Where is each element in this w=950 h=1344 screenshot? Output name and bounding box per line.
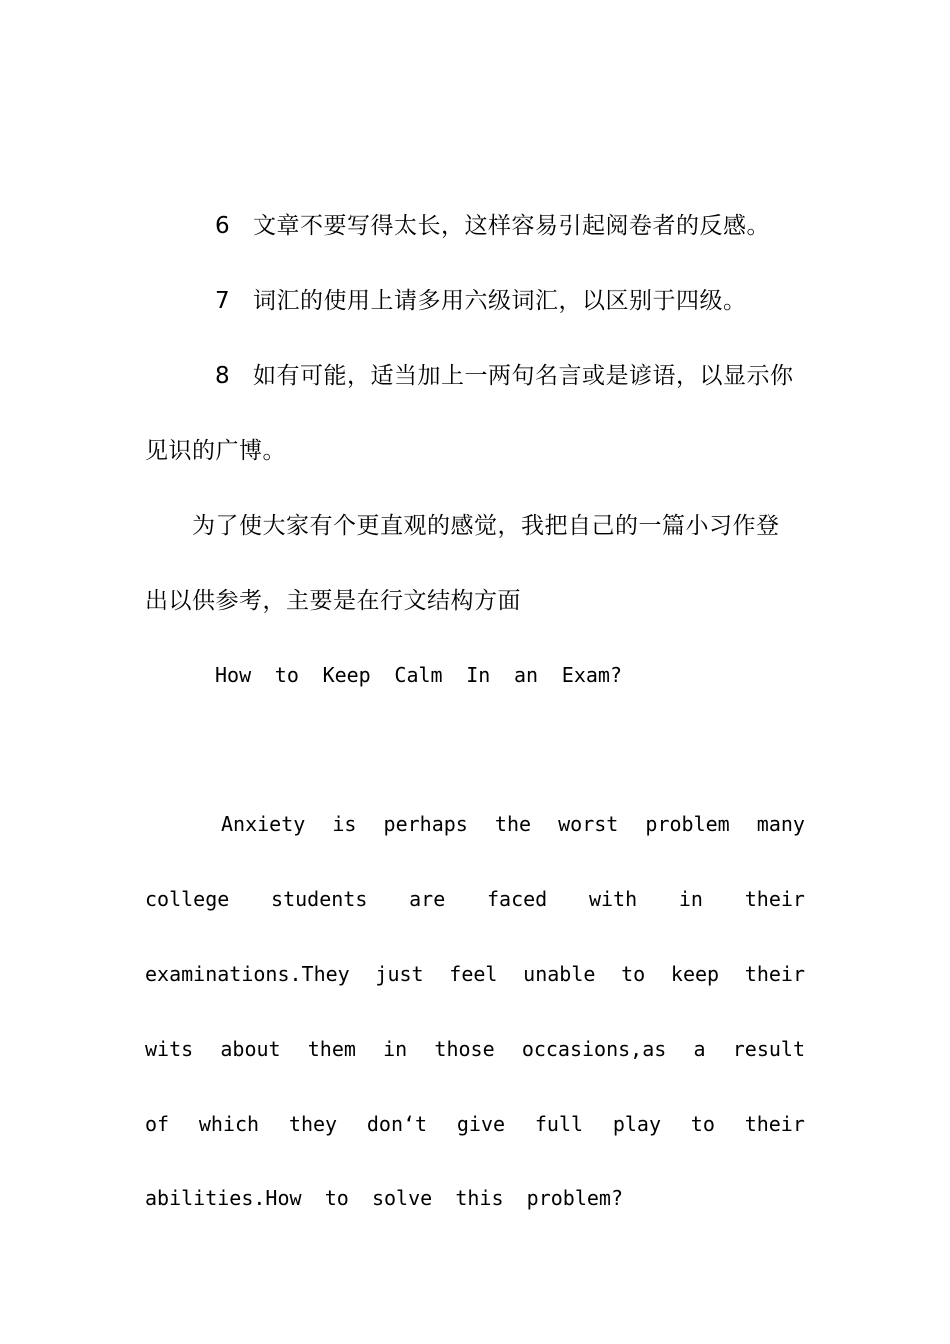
intro-line-2 [145, 581, 805, 621]
title-word: How [215, 663, 252, 687]
tip-7 [215, 281, 805, 321]
tip-text-continued: 见识的广博。 [145, 438, 286, 464]
title-word: Keep [322, 663, 371, 687]
essay-line-6 [145, 1178, 623, 1218]
essay-word: keep [670, 962, 720, 986]
essay-line-2 [145, 879, 805, 919]
essay-word: full [534, 1112, 584, 1136]
essay-word: in [383, 1037, 408, 1061]
tip-number: 7 [215, 288, 231, 314]
essay-word: problem? [526, 1186, 623, 1210]
essay-word: to [690, 1112, 715, 1136]
intro-text: 为了使大家有个更直观的感觉，我把自己的一篇小习作登 [192, 513, 780, 539]
essay-word: college [145, 887, 230, 911]
essay-word: is [332, 812, 357, 836]
essay-word: their [744, 962, 805, 986]
essay-word: give [456, 1112, 506, 1136]
intro-line-1 [192, 506, 805, 546]
essay-title [215, 655, 622, 695]
essay-word: examinations.They [145, 962, 350, 986]
essay-word: the [494, 812, 532, 836]
title-word: an [514, 663, 539, 687]
tip-text: 词汇的使用上请多用六级词汇，以区别于四级。 [253, 288, 747, 314]
essay-word: worst [558, 812, 619, 836]
essay-word: abilities.How [145, 1186, 302, 1210]
essay-word: Anxiety [221, 812, 306, 836]
essay-word: problem [645, 812, 730, 836]
essay-word: solve [371, 1186, 433, 1210]
essay-line-4 [145, 1029, 805, 1069]
tip-8 [215, 356, 805, 396]
essay-word: wits [145, 1037, 194, 1061]
essay-word: of [145, 1112, 170, 1136]
title-word: to [274, 663, 299, 687]
essay-word: result [732, 1037, 805, 1061]
title-word: In [466, 663, 491, 687]
essay-word: their [744, 887, 805, 911]
essay-word: feel [449, 962, 498, 986]
essay-line-3 [145, 954, 805, 994]
tip-number: 6 [215, 213, 231, 239]
essay-word: are [409, 887, 446, 911]
essay-word: in [678, 887, 703, 911]
essay-word: play [612, 1112, 661, 1136]
tip-6 [215, 206, 805, 246]
essay-word: those [434, 1037, 495, 1061]
essay-word: they [288, 1112, 338, 1136]
essay-word: students [271, 887, 368, 911]
essay-word: to [621, 962, 646, 986]
essay-line-5 [145, 1104, 805, 1144]
essay-word: about [220, 1037, 281, 1061]
title-word: Exam? [561, 663, 622, 687]
essay-word: just [375, 962, 424, 986]
essay-word: perhaps [383, 812, 468, 836]
tip-8-continuation [145, 431, 805, 471]
essay-word: many [756, 812, 805, 836]
essay-line-1 [221, 804, 805, 844]
essay-word: don‘t [366, 1112, 428, 1136]
essay-word: unable [523, 962, 596, 986]
tip-text: 如有可能，适当加上一两句名言或是谚语，以显示你 [253, 363, 794, 389]
essay-word: their [744, 1112, 805, 1136]
essay-word: to [324, 1186, 349, 1210]
essay-word: this [455, 1186, 504, 1210]
essay-word: faced [487, 887, 548, 911]
tip-text: 文章不要写得太长，这样容易引起阅卷者的反感。 [253, 213, 770, 239]
essay-word: a [693, 1037, 706, 1061]
intro-text: 出以供参考，主要是在行文结构方面 [145, 588, 521, 614]
tip-number: 8 [215, 363, 231, 389]
title-word: Calm [394, 663, 443, 687]
essay-word: with [588, 887, 638, 911]
essay-word: occasions,as [521, 1037, 667, 1061]
essay-word: them [307, 1037, 356, 1061]
essay-word: which [198, 1112, 260, 1136]
